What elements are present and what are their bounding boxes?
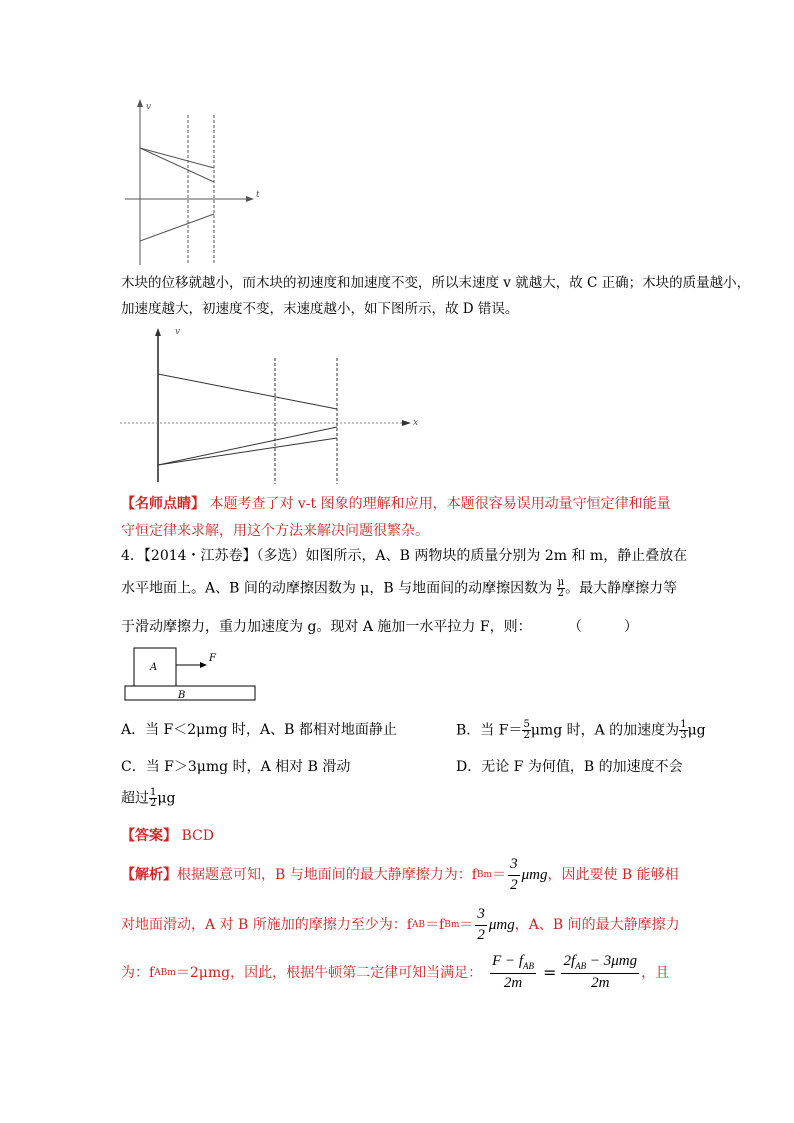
analysis-line3: 为：f ABm ＝2μmg，因此，根据牛顿第二定律可知当满足： $\frac{F - f_{AB}}{2m}$ = $\frac{2f_{AB} - 3\mu mg}{2m}$ ，且 xyxy=(121,952,670,992)
question-bracket: （ ） xyxy=(568,619,638,635)
comment-line2: 守恒定律来求解，用这个方法来解决问题很繁杂。 xyxy=(121,523,429,539)
comment-line1: 【名师点睛】 本题考查了对 v-t 图象的理解和应用，本题很容易误用动量守恒定律和能量 xyxy=(121,496,671,512)
option-a: A．当 F＜2μmg 时，A、B 都相对地面静止 xyxy=(121,722,397,738)
analysis-line1: 【解析】 根据题意可知，B 与地面间的最大静摩擦力为：f Bm ＝ $\frac{3}{2}$ μmg ，因此要使 B 能够相 xyxy=(121,855,679,893)
t-axis-label: t xyxy=(256,190,260,200)
comment-tag: 【名师点睛】 xyxy=(121,496,205,512)
answer-value: BCD xyxy=(181,828,214,844)
vt-graph-1 xyxy=(115,95,275,275)
question-line2: 水平地面上。A、B 间的动摩擦因数为 μ，B 与地面间的动摩擦因数为 $\frac{\mu}{2}$ 。最大静摩擦力等 xyxy=(121,577,678,599)
answer-line xyxy=(121,826,214,846)
analysis-line2: 对地面滑动，A 对 B 所施加的摩擦力至少为：f AB ＝f Bm ＝ $\frac{3}{2}$ μmg ，A、B 间的最大静摩擦力 xyxy=(121,905,680,943)
option-b: B．当 F＝ $\frac{5}{2}$ μmg 时，A 的加速度为 $\frac{1}{3}$ μg xyxy=(456,719,706,741)
option-c: C．当 F＞3μmg 时，A 相对 B 滑动 xyxy=(121,759,351,775)
v-axis-label: v xyxy=(146,102,152,112)
force-label: F xyxy=(209,653,216,664)
block-figure xyxy=(122,645,262,703)
v-axis-label: v xyxy=(175,327,181,337)
question-line1: 4．【2014・江苏卷】（多选）如图所示，A、B 两物块的质量分别为 2m 和 m，静止叠放在 xyxy=(121,548,688,564)
block-a-label: A xyxy=(150,662,158,673)
x-axis-label: x xyxy=(413,418,419,428)
option-d-line1: D．无论 F 为何值，B 的加速度不会 xyxy=(456,759,683,775)
para1-line1: 木块的位移就越小，而木块的初速度和加速度不变，所以末速度 v 就越大，故 C 正确；木块的质量越小， xyxy=(121,275,751,291)
mu-over-2-fraction: $\frac{\mu}{2}$ xyxy=(557,577,565,599)
para1-line2: 加速度越大，初速度不变，末速度越小，如下图所示，故 D 错误。 xyxy=(121,301,519,317)
block-b-label: B xyxy=(178,690,186,701)
answer-tag: 【答案】 xyxy=(121,828,177,844)
option-d-line2: 超过 $\frac{1}{2}$ μg xyxy=(121,787,176,809)
question-line3: 于滑动摩擦力，重力加速度为 g。现对 A 施加一水平拉力 F，则： xyxy=(121,619,532,635)
vx-graph-2 xyxy=(115,322,425,490)
analysis-tag: 【解析】 xyxy=(121,867,177,883)
